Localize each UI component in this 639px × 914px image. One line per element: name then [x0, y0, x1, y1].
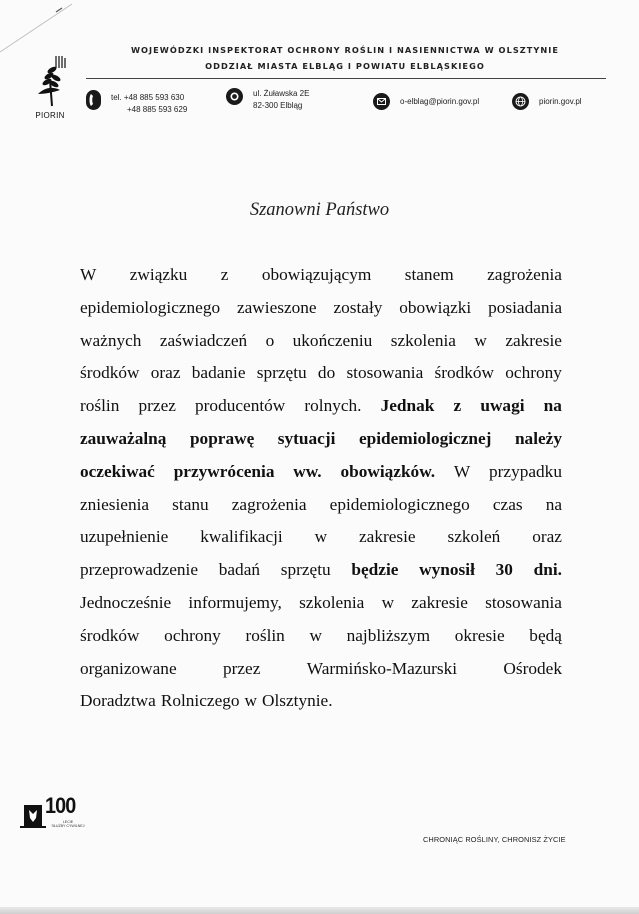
letter-line — [80, 292, 562, 325]
contact-web — [512, 93, 582, 110]
letter-word: przez — [222, 658, 261, 678]
anniversary-line-1: LECIE — [62, 820, 74, 824]
header-divider — [86, 78, 606, 79]
letter-word: ukończeniu — [292, 330, 373, 350]
anniversary-line-2: SŁUŻBY CYWILNEJ — [51, 824, 85, 828]
letter-word: zagrożenia — [487, 265, 562, 284]
letter-word: stosowania — [346, 363, 424, 383]
letter-word: producentów — [195, 396, 286, 416]
footer-slogan: CHRONIĄC ROŚLINY, CHRONISZ ŻYCIE — [423, 835, 566, 844]
institution-subtitle: ODDZIAŁ MIASTA ELBLĄG I POWIATU ELBLĄSKIEGO — [205, 61, 485, 71]
letter-word: z — [220, 265, 229, 284]
letter-word: zniesienia — [80, 494, 150, 514]
letter-word: zaświadczeń — [159, 330, 248, 350]
letter-word: w — [244, 691, 257, 711]
letter-word: oraz — [150, 363, 181, 383]
letter-word: badań — [218, 560, 261, 580]
letter-word: szkolenia — [299, 592, 365, 612]
letter-word: rolnych. — [304, 396, 362, 416]
anniversary-logo — [20, 793, 90, 837]
letter-word: związku — [129, 265, 188, 284]
letter-word: należy — [514, 428, 562, 448]
letter-word: środków — [434, 363, 495, 383]
letter-word: zagrożenia — [231, 494, 307, 514]
letter-word: Jednak — [380, 396, 435, 416]
letter-line — [80, 653, 562, 686]
letter-line — [80, 521, 562, 554]
letter-word: sprzętu — [256, 363, 307, 383]
letter-word: przeprowadzenie — [80, 560, 199, 580]
letter-word: stanu — [172, 494, 209, 514]
letter-word: informujemy, — [188, 592, 282, 612]
letter-word: na — [545, 494, 562, 514]
anniversary-number: 100 — [45, 793, 76, 818]
letter-word: będzie — [351, 560, 399, 580]
letter-word: o — [265, 330, 275, 350]
letter-word: Rolniczego — [160, 691, 240, 711]
letter-word: przywrócenia — [173, 461, 275, 481]
letter-word: roślin — [245, 625, 285, 645]
letter-word: dni. — [533, 560, 562, 580]
letter-word: zakresie — [359, 527, 416, 547]
letter-word: obowiązków. — [340, 461, 436, 481]
letter-word: Doradztwa — [80, 691, 156, 711]
letter-line — [80, 456, 562, 489]
letter-word: Warmińsko-Mazurski — [306, 658, 458, 678]
letter-word: przypadku — [489, 461, 562, 481]
letter-body — [80, 259, 562, 718]
letter-word: wynosił — [419, 560, 475, 580]
address-street: ul. Żuławska 2E — [253, 89, 310, 98]
letter-word: ochrony — [164, 625, 221, 645]
piorin-logo — [30, 50, 70, 120]
letter-word: uzupełnienie — [80, 527, 169, 547]
letter-word: zawieszone — [236, 297, 317, 317]
contact-address — [226, 88, 309, 112]
letter-word: w — [381, 592, 395, 612]
phone-number-2: +48 885 593 629 — [127, 105, 188, 114]
letter-word: oraz — [532, 527, 562, 547]
letter-word: sprzętu — [280, 560, 331, 580]
logo-text: PIORIN — [35, 111, 65, 120]
letter-line — [80, 489, 562, 522]
letter-word: czas — [492, 494, 523, 514]
letter-word: zostały — [333, 297, 383, 317]
letter-word: sytuacji — [277, 428, 336, 448]
letter-line — [80, 423, 562, 456]
letter-word: okresie — [454, 625, 505, 645]
address-city: 82-300 Elbląg — [253, 101, 303, 110]
letter-line — [80, 357, 562, 390]
letter-line — [80, 259, 562, 292]
letter-word: najbliższym — [346, 625, 431, 645]
letter-word: stosowania — [485, 592, 562, 612]
letter-word: do — [317, 363, 336, 383]
phone-number-1: tel. +48 885 593 630 — [111, 93, 185, 102]
letter-word: Jednocześnie — [80, 592, 172, 612]
letter-line — [80, 390, 562, 423]
letter-word: Olsztynie. — [262, 691, 333, 711]
globe-icon — [512, 93, 529, 110]
letter-word: na — [543, 396, 562, 416]
letter-word: zakresie — [411, 592, 468, 612]
letter-word: obowiązującym — [261, 265, 372, 284]
letter-word: uwagi — [480, 396, 525, 416]
scan-edge — [0, 907, 639, 914]
letter-word: poprawę — [189, 428, 255, 448]
letter-word: szkolenia — [390, 330, 456, 350]
letter-word: zakresie — [505, 330, 562, 350]
letter-word: epidemiologicznego — [329, 494, 470, 514]
letter-line — [80, 554, 562, 587]
letter-word: stanem — [404, 265, 454, 284]
letter-word: epidemiologicznej — [358, 428, 492, 448]
letter-word: przez — [138, 396, 176, 416]
letter-word: szkoleń — [447, 527, 501, 547]
letter-word: roślin — [80, 396, 120, 416]
letter-word: obowiązki — [399, 297, 472, 317]
letter-line — [80, 325, 562, 358]
letter-word: kwalifikacji — [200, 527, 283, 547]
letter-word: 30 — [495, 560, 513, 580]
letter-word: środków — [80, 363, 140, 383]
letter-word: badanie — [191, 363, 246, 383]
letter-line — [80, 620, 562, 653]
letter-word: zauważalną — [80, 428, 167, 448]
website-address[interactable]: piorin.gov.pl — [539, 97, 582, 106]
letter-word: epidemiologicznego — [80, 297, 221, 317]
contact-phone — [86, 88, 187, 116]
letter-word: Ośrodek — [503, 658, 562, 678]
letter-word: ochrony — [505, 363, 562, 383]
phone-icon — [86, 90, 101, 110]
letter-word: W — [80, 265, 97, 284]
wheat-emblem-icon — [30, 50, 70, 108]
letter-word: środków — [80, 625, 140, 645]
letter-word: w — [314, 527, 328, 547]
letter-word: ważnych — [80, 330, 142, 350]
letter-word: oczekiwać — [80, 461, 155, 481]
letter-word: organizowane — [80, 658, 177, 678]
letter-line — [80, 685, 562, 718]
mail-icon — [373, 93, 390, 110]
letter-word: posiadania — [488, 297, 562, 317]
letter-word: w — [474, 330, 487, 350]
letter-line — [80, 587, 562, 620]
letter-word: w — [309, 625, 322, 645]
email-address[interactable]: o-elblag@piorin.gov.pl — [400, 97, 480, 106]
letter-greeting: Szanowni Państwo — [249, 200, 390, 220]
map-pin-icon — [226, 88, 243, 105]
letter-word: będą — [529, 625, 562, 645]
letter-word: z — [453, 396, 462, 416]
contact-email — [373, 93, 479, 110]
eagle-emblem-icon — [20, 801, 46, 831]
letter-word: W — [453, 461, 471, 481]
institution-title: WOJEWÓDZKI INSPEKTORAT OCHRONY ROŚLIN I NASIENNICTWA W OLSZTYNIE — [130, 45, 560, 55]
letter-word: ww. — [293, 461, 322, 481]
